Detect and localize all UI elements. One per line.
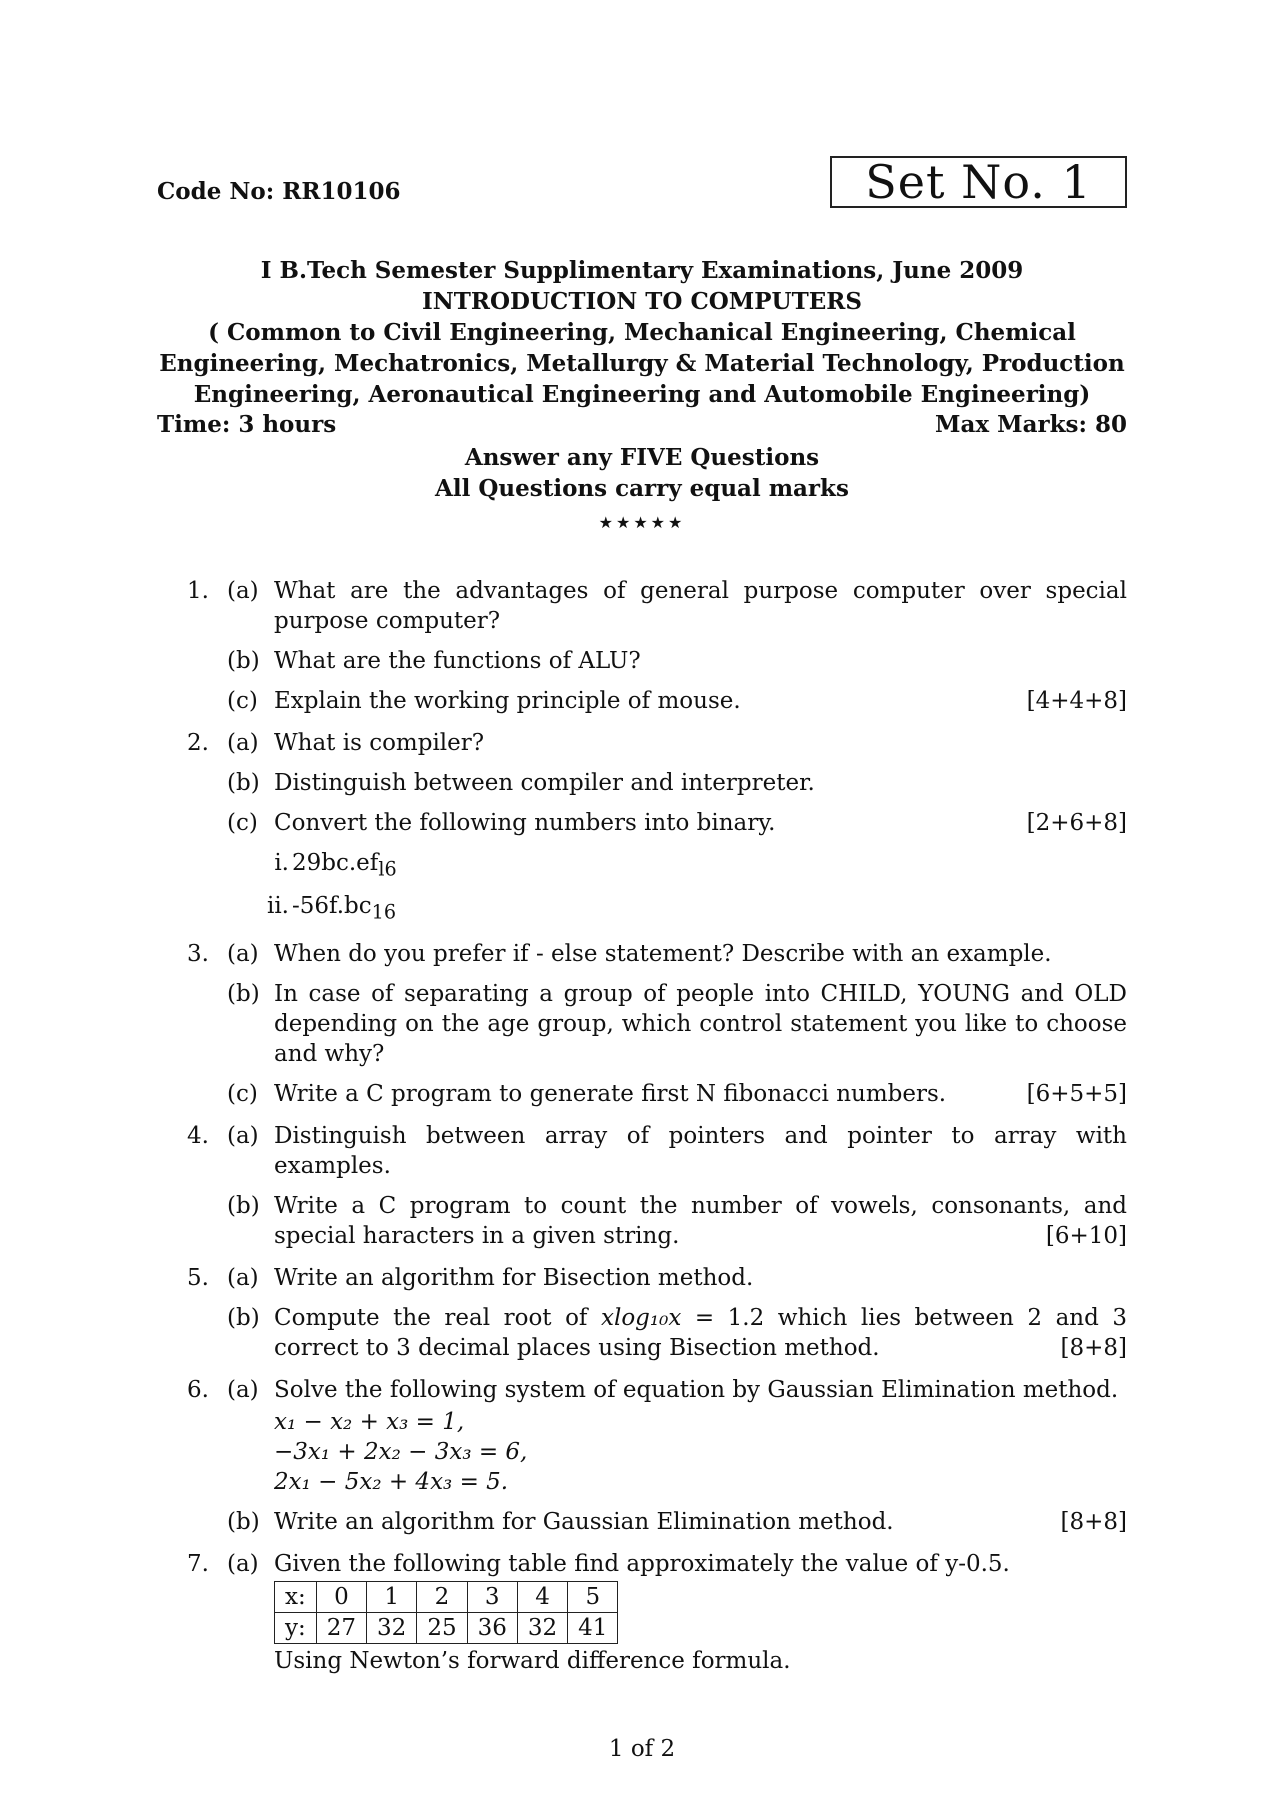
part-text: Write a C program to count the number of vowels, consonants, and special haracters in a given string. bbox=[274, 1193, 1127, 1250]
equation-line: x₁ − x₂ + x₃ = 1, bbox=[274, 1409, 465, 1436]
part-label: (a) bbox=[227, 1551, 259, 1578]
question-part bbox=[157, 728, 1127, 758]
table-cell: 41 bbox=[568, 1613, 618, 1644]
question-part bbox=[157, 1303, 1127, 1363]
table-cell: y: bbox=[275, 1613, 317, 1644]
table-cell: 4 bbox=[517, 1582, 567, 1613]
question-part bbox=[157, 686, 1127, 716]
question-part bbox=[157, 808, 1127, 838]
question-part bbox=[157, 1507, 1127, 1537]
part-label: (a) bbox=[227, 1377, 259, 1404]
part-text: Explain the working principle of mouse. bbox=[274, 688, 741, 714]
part-label: (a) bbox=[227, 730, 259, 756]
sub-number: -56f.bc bbox=[292, 892, 372, 919]
part-label: (b) bbox=[227, 1509, 260, 1536]
part-text: What is compiler? bbox=[274, 730, 485, 756]
part-text bbox=[274, 1303, 1127, 1363]
marks-allocation: [4+4+8] bbox=[1026, 688, 1127, 714]
equation-line: −3x₁ + 2x₂ − 3x₃ = 6, bbox=[274, 1439, 528, 1466]
part-label: (a) bbox=[227, 1265, 259, 1292]
question-part bbox=[157, 1079, 1127, 1109]
table-row-x bbox=[275, 1582, 618, 1613]
part-text: Given the following table find approximately the value of y-0.5. bbox=[274, 1551, 1010, 1578]
question-number: 6. bbox=[187, 1377, 209, 1404]
part-label: (c) bbox=[227, 688, 258, 714]
question-number: 4. bbox=[187, 1123, 209, 1150]
question-part bbox=[157, 979, 1127, 1069]
instructions bbox=[157, 442, 1127, 504]
part-label: (b) bbox=[227, 1193, 260, 1220]
sub-label: ii. bbox=[266, 892, 289, 919]
table-row-y bbox=[275, 1613, 618, 1644]
marks-allocation: [8+8] bbox=[1060, 1335, 1127, 1362]
table-cell: x: bbox=[275, 1582, 317, 1613]
part-text: Write an algorithm for Bisection method. bbox=[274, 1265, 754, 1292]
question-part bbox=[157, 1549, 1127, 1579]
question-part bbox=[157, 768, 1127, 798]
table-cell: 2 bbox=[417, 1582, 467, 1613]
page-number: 1 of 2 bbox=[608, 1736, 676, 1762]
time-marks-row bbox=[157, 411, 1127, 438]
sub-number: 29bc.ef bbox=[292, 850, 379, 876]
sub-item bbox=[157, 848, 1127, 885]
questions-list bbox=[157, 576, 1127, 1688]
part-text: Write a C program to generate first N fibonacci numbers. bbox=[274, 1081, 947, 1108]
marks-allocation: [8+8] bbox=[1060, 1509, 1127, 1536]
common-to-line-3: Engineering, Aeronautical Engineering and Automobile Engineering) bbox=[193, 381, 1091, 408]
part-text: Distinguish between array of pointers and pointer to array with examples. bbox=[274, 1123, 1127, 1180]
part-text: When do you prefer if - else statement? Describe with an example. bbox=[274, 941, 1052, 968]
question-4 bbox=[157, 1121, 1127, 1251]
part-text: Distinguish between compiler and interpreter. bbox=[274, 770, 815, 796]
table-cell: 25 bbox=[417, 1613, 467, 1644]
table-cell: 3 bbox=[467, 1582, 517, 1613]
text-segment: = 1.2 which lies between 2 and 3 correct to 3 decimal places using Bisection method. bbox=[274, 1305, 1127, 1362]
part-label: (b) bbox=[227, 981, 260, 1008]
question-part bbox=[157, 1191, 1127, 1251]
xy-data-table bbox=[274, 1581, 618, 1644]
set-number-box: Set No. 1 bbox=[830, 156, 1127, 208]
question-number: 1. bbox=[187, 578, 209, 604]
instruction-2: All Questions carry equal marks bbox=[435, 475, 849, 502]
common-to-line-2: Engineering, Mechatronics, Metallurgy & Material Technology, Production bbox=[159, 350, 1125, 377]
max-marks: Max Marks: 80 bbox=[935, 411, 1127, 438]
instruction-1: Answer any FIVE Questions bbox=[464, 444, 820, 471]
number-base: l6 bbox=[378, 857, 397, 881]
marks-allocation: [6+5+5] bbox=[1026, 1081, 1127, 1108]
equation-line: 2x₁ − 5x₂ + 4x₃ = 5. bbox=[274, 1469, 509, 1496]
sub-label: i. bbox=[274, 850, 289, 876]
math-expression: xlog₁₀x bbox=[601, 1305, 682, 1332]
question-part bbox=[157, 1375, 1127, 1405]
part-label: (c) bbox=[227, 1081, 258, 1108]
part-label: (b) bbox=[227, 770, 260, 796]
table-cell: 32 bbox=[517, 1613, 567, 1644]
exam-title: I B.Tech Semester Supplimentary Examinations, June 2009 bbox=[260, 257, 1024, 284]
table-cell: 27 bbox=[316, 1613, 366, 1644]
common-to-line-1: ( Common to Civil Engineering, Mechanical Engineering, Chemical bbox=[208, 319, 1076, 346]
question-number: 7. bbox=[187, 1551, 209, 1578]
text-segment: Compute the real root of bbox=[274, 1305, 601, 1332]
after-table-text: Using Newton’s forward difference formula. bbox=[274, 1648, 791, 1675]
question-6 bbox=[157, 1375, 1127, 1537]
time-allowed: Time: 3 hours bbox=[157, 411, 337, 438]
question-part bbox=[157, 576, 1127, 636]
part-label: (a) bbox=[227, 941, 259, 968]
question-number: 3. bbox=[187, 941, 209, 968]
table-cell: 1 bbox=[367, 1582, 417, 1613]
marks-allocation: [6+10] bbox=[1045, 1223, 1127, 1250]
number-base: 16 bbox=[371, 900, 397, 924]
table-cell: 0 bbox=[316, 1582, 366, 1613]
code-number: Code No: RR10106 bbox=[157, 178, 401, 205]
part-label: (c) bbox=[227, 810, 258, 836]
part-text: What are the functions of ALU? bbox=[274, 648, 641, 674]
subject-title: INTRODUCTION TO COMPUTERS bbox=[422, 288, 862, 315]
part-label: (b) bbox=[227, 1305, 260, 1332]
question-2 bbox=[157, 728, 1127, 927]
table-cell: 36 bbox=[467, 1613, 517, 1644]
question-7 bbox=[157, 1549, 1127, 1676]
table-cell: 5 bbox=[568, 1582, 618, 1613]
question-part bbox=[157, 646, 1127, 676]
question-1 bbox=[157, 576, 1127, 716]
part-text: What are the advantages of general purpose computer over special purpose computer? bbox=[274, 578, 1127, 634]
sub-item bbox=[157, 891, 1127, 928]
part-label: (a) bbox=[227, 578, 259, 604]
question-part bbox=[157, 1263, 1127, 1293]
table-cell: 32 bbox=[367, 1613, 417, 1644]
part-label: (b) bbox=[227, 648, 260, 674]
exam-header bbox=[157, 255, 1127, 410]
part-text: Solve the following system of equation by Gaussian Elimination method. bbox=[274, 1377, 1119, 1404]
question-number: 5. bbox=[187, 1265, 209, 1292]
part-text: Write an algorithm for Gaussian Elimination method. bbox=[274, 1509, 894, 1536]
stars-divider: ★★★★★ bbox=[598, 513, 686, 532]
part-text: In case of separating a group of people into CHILD, YOUNG and OLD depending on the age group, which control statement you like to choose and why? bbox=[274, 981, 1127, 1068]
question-number: 2. bbox=[187, 730, 209, 756]
part-label: (a) bbox=[227, 1123, 259, 1150]
question-part bbox=[157, 1121, 1127, 1181]
marks-allocation: [2+6+8] bbox=[1026, 810, 1127, 836]
part-text: Convert the following numbers into binary. bbox=[274, 810, 776, 836]
question-part bbox=[157, 939, 1127, 969]
question-3 bbox=[157, 939, 1127, 1109]
question-5 bbox=[157, 1263, 1127, 1363]
